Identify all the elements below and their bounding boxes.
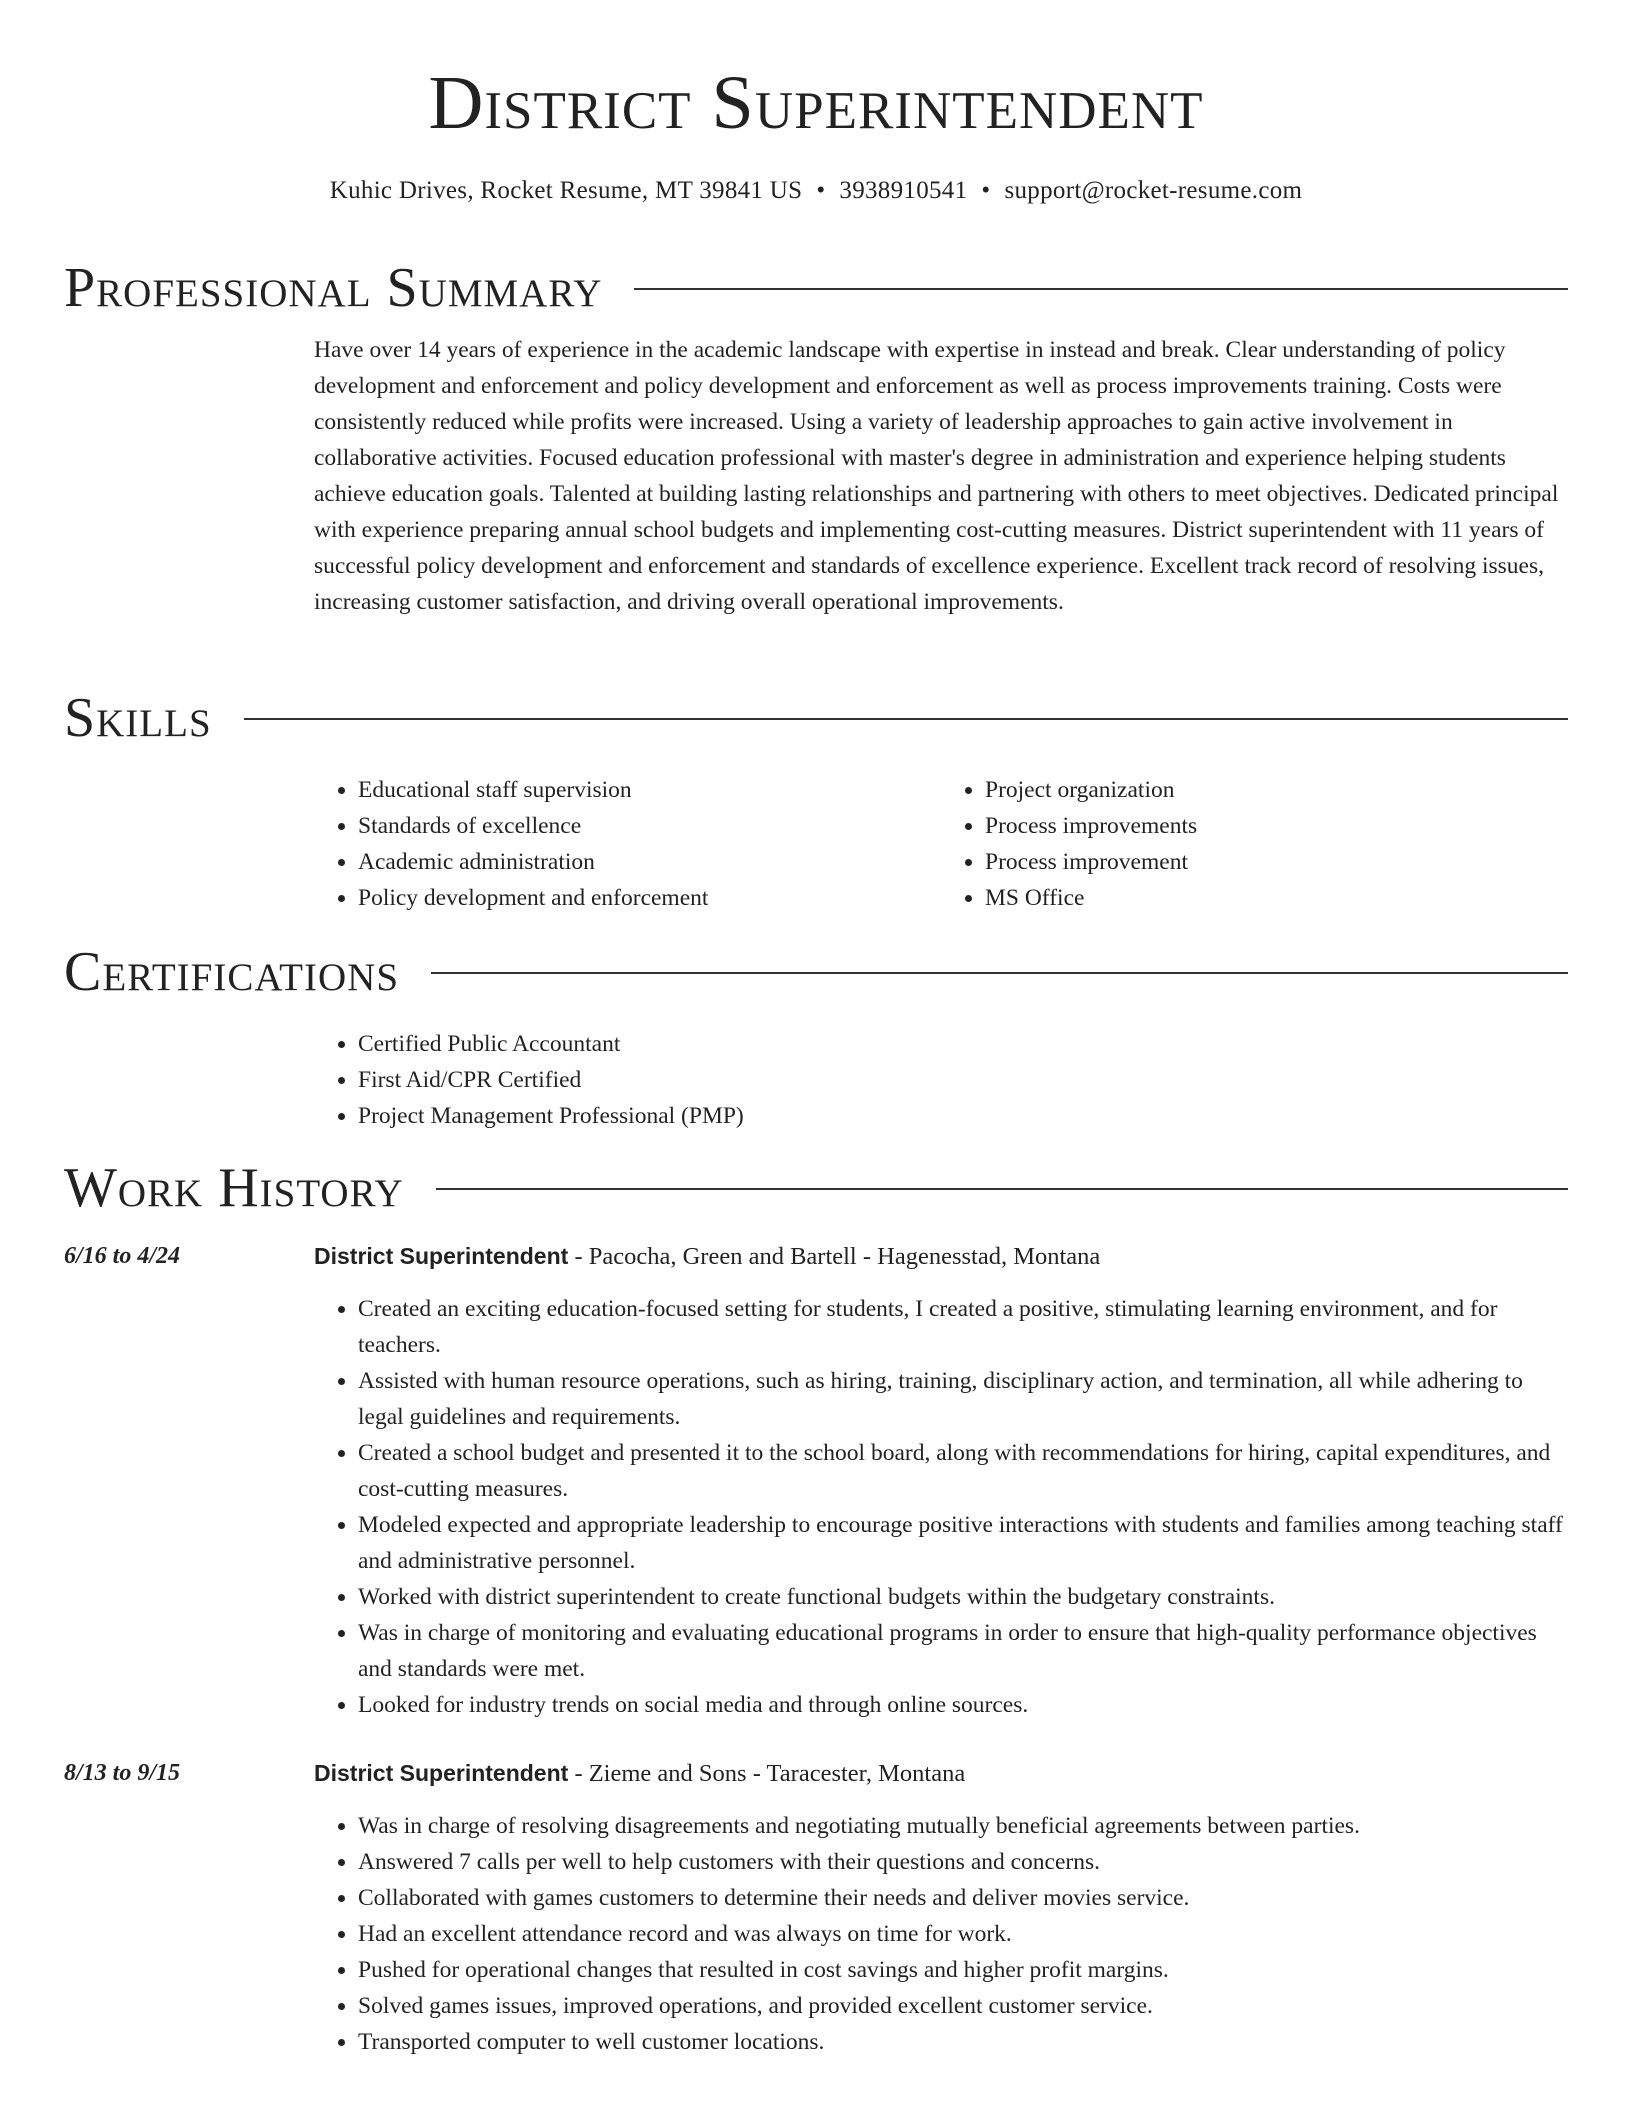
certifications-section bbox=[64, 942, 1568, 1134]
contact-separator: • bbox=[981, 177, 991, 204]
section-title: Work History bbox=[64, 1157, 404, 1219]
work-history-section bbox=[64, 1158, 1568, 2060]
section-divider bbox=[436, 1188, 1568, 1190]
skill-item: • Project organization bbox=[985, 772, 1568, 808]
job-entry bbox=[64, 1755, 1568, 2060]
section-title: Professional Summary bbox=[64, 257, 603, 319]
job-entry bbox=[64, 1238, 1568, 1723]
skills-column-left bbox=[314, 772, 941, 916]
skill-item: • Standards of excellence bbox=[358, 808, 941, 844]
certifications-list bbox=[314, 1026, 1568, 1134]
job-bullet: • Modeled expected and appropriate leadership to encourage positive interactions with students and families among teaching staff and administrative personnel. bbox=[358, 1507, 1568, 1579]
job-title: District Superintendent bbox=[314, 1243, 569, 1269]
candidate-name: District Superintendent bbox=[428, 61, 1204, 145]
contact-line bbox=[0, 174, 1632, 208]
skill-item: • Academic administration bbox=[358, 844, 941, 880]
section-title: Skills bbox=[64, 687, 212, 749]
section-divider bbox=[244, 718, 1568, 720]
skills-list bbox=[314, 772, 1568, 916]
skills-column-right bbox=[941, 772, 1568, 916]
section-divider bbox=[431, 972, 1568, 974]
certification-item: • Certified Public Accountant bbox=[358, 1026, 1568, 1062]
section-title: Certifications bbox=[64, 941, 400, 1003]
work-history-heading bbox=[64, 1158, 1568, 1218]
job-bullet: • Collaborated with games customers to determine their needs and deliver movies service. bbox=[358, 1880, 1568, 1916]
contact-address: Kuhic Drives, Rocket Resume, MT 39841 US bbox=[329, 177, 803, 204]
job-bullet: • Transported computer to well customer locations. bbox=[358, 2024, 1568, 2060]
job-dates: 8/13 to 9/15 bbox=[64, 1760, 181, 1786]
contact-phone: 3938910541 bbox=[839, 177, 968, 204]
summary-heading bbox=[64, 258, 1568, 318]
job-bullet: • Worked with district superintendent to create functional budgets within the budgetary constraints. bbox=[358, 1579, 1568, 1615]
job-bullet: • Assisted with human resource operations, such as hiring, training, disciplinary action, and termination, all while adhering to legal guidelines and requirements. bbox=[358, 1363, 1568, 1435]
job-bullet: • Created a school budget and presented it to the school board, along with recommendations for hiring, capital expenditures, and cost-cutting measures. bbox=[358, 1435, 1568, 1507]
certification-item: • First Aid/CPR Certified bbox=[358, 1062, 1568, 1098]
contact-email: support@rocket-resume.com bbox=[1004, 177, 1303, 204]
certification-item: • Project Management Professional (PMP) bbox=[358, 1098, 1568, 1134]
skills-heading bbox=[64, 688, 1568, 748]
job-bullet: • Had an excellent attendance record and was always on time for work. bbox=[358, 1916, 1568, 1952]
job-details: - Zieme and Sons - Taracester, Montana bbox=[568, 1760, 966, 1787]
section-divider bbox=[634, 288, 1568, 290]
job-header bbox=[314, 1755, 1568, 1792]
job-bullet: • Pushed for operational changes that resulted in cost savings and higher profit margins. bbox=[358, 1952, 1568, 1988]
skill-item: • Process improvements bbox=[985, 808, 1568, 844]
skill-item: • Educational staff supervision bbox=[358, 772, 941, 808]
job-bullet: • Was in charge of resolving disagreements and negotiating mutually beneficial agreements between parties. bbox=[358, 1808, 1568, 1844]
job-bullets bbox=[314, 1291, 1568, 1723]
summary-section bbox=[64, 258, 1568, 620]
summary-text: Have over 14 years of experience in the academic landscape with expertise in instead and break. Clear understanding of policy development and enforcement and policy development and enforcement as well as process improvements training. Costs were consistently reduced while profits were increased. Using a variety of leadership approaches to gain active involvement in collaborative activities. Focused education professional with master's degree in administration and experience helping students achieve education goals. Talented at building lasting relationships and partnering with others to meet objectives. Dedicated principal with experience preparing annual school budgets and implementing cost-cutting measures. District superintendent with 11 years of successful policy development and enforcement and standards of excellence experience. Excellent track record of resolving issues, increasing customer satisfaction, and driving overall operational improvements. bbox=[314, 337, 1559, 615]
skill-item: • Policy development and enforcement bbox=[358, 880, 941, 916]
skill-item: • MS Office bbox=[985, 880, 1568, 916]
job-bullet: • Solved games issues, improved operations, and provided excellent customer service. bbox=[358, 1988, 1568, 2024]
job-details: - Pacocha, Green and Bartell - Hagenesstad, Montana bbox=[568, 1243, 1101, 1270]
skills-section bbox=[64, 688, 1568, 916]
certifications-heading bbox=[64, 942, 1568, 1002]
job-bullets bbox=[314, 1808, 1568, 2060]
contact-separator: • bbox=[816, 177, 826, 204]
job-header bbox=[314, 1238, 1568, 1275]
job-title: District Superintendent bbox=[314, 1760, 569, 1786]
skill-item: • Process improvement bbox=[985, 844, 1568, 880]
job-bullet: • Was in charge of monitoring and evaluating educational programs in order to ensure that high-quality performance objectives and standards were met. bbox=[358, 1615, 1568, 1687]
job-bullet: • Created an exciting education-focused setting for students, I created a positive, stimulating learning environment, and for teachers. bbox=[358, 1291, 1568, 1363]
job-dates: 6/16 to 4/24 bbox=[64, 1243, 181, 1269]
job-bullet: • Answered 7 calls per well to help customers with their questions and concerns. bbox=[358, 1844, 1568, 1880]
job-bullet: • Looked for industry trends on social media and through online sources. bbox=[358, 1687, 1568, 1723]
